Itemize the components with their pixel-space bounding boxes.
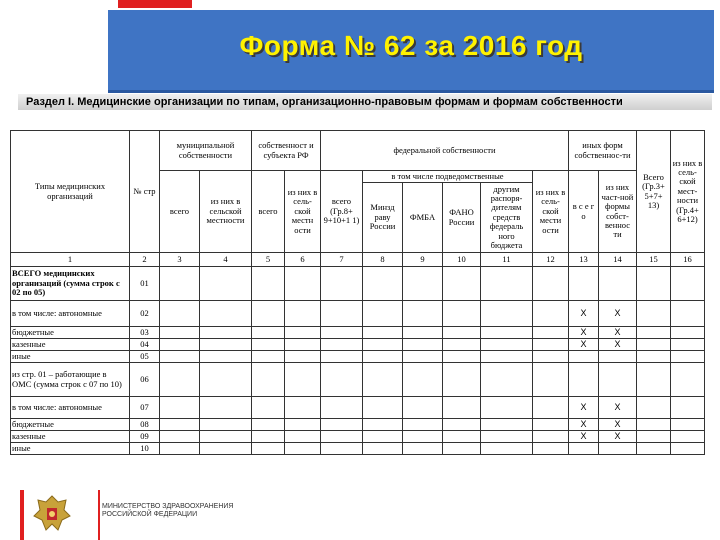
row-label: в том числе: автономные <box>11 301 130 327</box>
column-number: 15 <box>637 253 671 267</box>
data-cell[interactable] <box>252 327 285 339</box>
header-federal-subordinate: в том числе подведомственные <box>363 171 533 183</box>
data-cell[interactable] <box>403 339 443 351</box>
table-row <box>11 443 705 455</box>
data-cell[interactable] <box>481 339 533 351</box>
header-federal-total: всего (Гр.8+ 9+10+1 1) <box>321 171 363 253</box>
data-cell[interactable] <box>252 443 285 455</box>
data-cell[interactable] <box>285 327 321 339</box>
data-cell[interactable] <box>363 363 403 397</box>
data-cell[interactable] <box>443 363 481 397</box>
data-cell[interactable] <box>403 431 443 443</box>
data-cell[interactable] <box>160 431 200 443</box>
data-cell[interactable] <box>599 443 637 455</box>
data-cell[interactable] <box>671 431 705 443</box>
data-cell[interactable] <box>671 363 705 397</box>
data-cell[interactable] <box>671 339 705 351</box>
header-municipal-total: всего <box>160 171 200 253</box>
data-cell[interactable] <box>160 301 200 327</box>
column-number: 4 <box>200 253 252 267</box>
row-label: казенные <box>11 431 130 443</box>
header-federal-rural: из них в сель-ской мести ости <box>533 171 569 253</box>
data-cell[interactable] <box>252 339 285 351</box>
data-cell[interactable] <box>321 419 363 431</box>
table-row <box>11 431 705 443</box>
data-cell[interactable] <box>363 397 403 419</box>
data-cell[interactable]: X <box>599 397 637 419</box>
table-row <box>11 301 705 327</box>
ministry-emblem-icon <box>28 490 76 538</box>
column-number: 14 <box>599 253 637 267</box>
form-table <box>10 130 705 455</box>
data-cell[interactable] <box>252 301 285 327</box>
row-label: бюджетные <box>11 327 130 339</box>
data-cell[interactable] <box>443 397 481 419</box>
footer-divider <box>98 490 100 540</box>
data-cell[interactable] <box>285 351 321 363</box>
data-cell[interactable] <box>321 351 363 363</box>
data-cell[interactable] <box>569 443 599 455</box>
slide-title: Форма № 62 за 2016 год <box>239 30 583 61</box>
data-cell[interactable]: X <box>599 301 637 327</box>
data-cell[interactable] <box>363 339 403 351</box>
data-cell[interactable] <box>637 301 671 327</box>
column-number: 11 <box>481 253 533 267</box>
section-heading: Раздел I. Медицинские организации по типам, организационно-правовым формам и формам собственности <box>18 94 712 110</box>
data-cell[interactable] <box>321 339 363 351</box>
column-number: 1 <box>11 253 130 267</box>
column-number: 2 <box>130 253 160 267</box>
header-other-forms: иных форм собственнос-ти <box>569 131 637 171</box>
data-cell[interactable] <box>160 327 200 339</box>
row-label: казенные <box>11 339 130 351</box>
header-subject: собственност и субъекта РФ <box>252 131 321 171</box>
data-cell[interactable] <box>321 397 363 419</box>
row-label: в том числе: автономные <box>11 397 130 419</box>
data-cell[interactable] <box>481 419 533 431</box>
header-subject-total: всего <box>252 171 285 253</box>
form-rows <box>11 267 705 455</box>
data-cell[interactable] <box>443 419 481 431</box>
data-cell[interactable]: X <box>599 339 637 351</box>
data-cell[interactable] <box>200 443 252 455</box>
data-cell[interactable] <box>637 419 671 431</box>
data-cell[interactable] <box>637 351 671 363</box>
data-cell[interactable] <box>533 443 569 455</box>
data-cell[interactable] <box>321 301 363 327</box>
data-cell[interactable] <box>533 339 569 351</box>
data-cell[interactable] <box>443 351 481 363</box>
data-cell[interactable] <box>599 351 637 363</box>
column-number: 13 <box>569 253 599 267</box>
data-cell[interactable] <box>160 339 200 351</box>
data-cell[interactable]: X <box>599 419 637 431</box>
column-numbers-row <box>11 253 705 267</box>
data-cell[interactable] <box>321 327 363 339</box>
data-cell[interactable] <box>252 363 285 397</box>
data-cell[interactable] <box>403 419 443 431</box>
data-cell[interactable] <box>637 267 671 301</box>
row-number: 08 <box>130 419 160 431</box>
table-row <box>11 267 705 301</box>
header-other-managers: другим распоря-дителям средств федераль ного бюджета <box>481 183 533 253</box>
data-cell[interactable] <box>321 443 363 455</box>
data-cell[interactable] <box>671 419 705 431</box>
data-cell[interactable] <box>285 431 321 443</box>
data-cell[interactable] <box>443 301 481 327</box>
data-cell[interactable] <box>481 301 533 327</box>
data-cell[interactable] <box>200 397 252 419</box>
data-cell[interactable] <box>599 363 637 397</box>
data-cell[interactable] <box>637 363 671 397</box>
data-cell[interactable] <box>200 327 252 339</box>
data-cell[interactable] <box>200 419 252 431</box>
data-cell[interactable] <box>533 301 569 327</box>
table-row <box>11 339 705 351</box>
row-label: ВСЕГО медицинских организаций (сумма строк с 02 по 05) <box>11 267 130 301</box>
data-cell[interactable] <box>160 443 200 455</box>
data-cell[interactable] <box>200 267 252 301</box>
data-cell[interactable] <box>443 267 481 301</box>
data-cell[interactable] <box>200 301 252 327</box>
row-number: 06 <box>130 363 160 397</box>
data-cell[interactable] <box>363 351 403 363</box>
data-cell[interactable] <box>403 363 443 397</box>
data-cell[interactable] <box>481 397 533 419</box>
data-cell[interactable] <box>285 443 321 455</box>
data-cell[interactable] <box>481 363 533 397</box>
data-cell[interactable] <box>252 351 285 363</box>
data-cell[interactable] <box>285 301 321 327</box>
column-number: 6 <box>285 253 321 267</box>
column-number: 7 <box>321 253 363 267</box>
data-cell[interactable] <box>533 397 569 419</box>
data-cell[interactable] <box>671 327 705 339</box>
row-number: 09 <box>130 431 160 443</box>
data-cell[interactable] <box>363 431 403 443</box>
row-label: иные <box>11 443 130 455</box>
data-cell[interactable] <box>285 267 321 301</box>
data-cell[interactable]: X <box>569 397 599 419</box>
data-cell[interactable]: X <box>599 327 637 339</box>
row-label: из стр. 01 – работающие в ОМС (сумма строк с 07 по 10) <box>11 363 130 397</box>
row-number: 05 <box>130 351 160 363</box>
data-cell[interactable] <box>443 431 481 443</box>
column-number: 9 <box>403 253 443 267</box>
data-cell[interactable] <box>200 351 252 363</box>
data-cell[interactable] <box>252 419 285 431</box>
data-cell[interactable] <box>285 419 321 431</box>
data-cell[interactable]: X <box>569 327 599 339</box>
data-cell[interactable] <box>671 397 705 419</box>
data-cell[interactable]: X <box>569 339 599 351</box>
header-federal: федеральной собственности <box>321 131 569 171</box>
data-cell[interactable] <box>200 363 252 397</box>
header-other-private: из них част-ной формы собст-веннос ти <box>599 171 637 253</box>
data-cell[interactable] <box>671 351 705 363</box>
data-cell[interactable] <box>200 339 252 351</box>
data-cell[interactable] <box>637 339 671 351</box>
data-cell[interactable] <box>363 267 403 301</box>
header-subject-rural: из них в сель-ской местн ости <box>285 171 321 253</box>
header-municipal-rural: из них в сельской местности <box>200 171 252 253</box>
row-label: бюджетные <box>11 419 130 431</box>
data-cell[interactable]: X <box>569 301 599 327</box>
data-cell[interactable] <box>569 351 599 363</box>
data-cell[interactable] <box>533 267 569 301</box>
column-number: 5 <box>252 253 285 267</box>
data-cell[interactable] <box>252 267 285 301</box>
row-number: 07 <box>130 397 160 419</box>
data-cell[interactable] <box>363 301 403 327</box>
row-number: 02 <box>130 301 160 327</box>
top-accent-bar <box>118 0 192 8</box>
data-cell[interactable] <box>599 267 637 301</box>
table-row <box>11 397 705 419</box>
row-number: 03 <box>130 327 160 339</box>
data-cell[interactable] <box>569 267 599 301</box>
row-label: иные <box>11 351 130 363</box>
data-cell[interactable] <box>321 267 363 301</box>
data-cell[interactable] <box>160 267 200 301</box>
header-municipal: муниципальной собственности <box>160 131 252 171</box>
header-fano: ФАНО России <box>443 183 481 253</box>
data-cell[interactable] <box>160 351 200 363</box>
data-cell[interactable] <box>363 327 403 339</box>
table-row <box>11 351 705 363</box>
header-grand-rural: из них в сель-ской мест-ности (Гр.4+ 6+12) <box>671 131 705 253</box>
data-cell[interactable] <box>321 363 363 397</box>
column-number: 16 <box>671 253 705 267</box>
data-cell[interactable] <box>403 351 443 363</box>
data-cell[interactable] <box>443 327 481 339</box>
data-cell[interactable] <box>160 397 200 419</box>
column-number: 3 <box>160 253 200 267</box>
data-cell[interactable]: X <box>569 431 599 443</box>
data-cell[interactable] <box>671 301 705 327</box>
data-cell[interactable] <box>443 443 481 455</box>
header-minzdrav: Минзд раву России <box>363 183 403 253</box>
data-cell[interactable] <box>637 443 671 455</box>
data-cell[interactable] <box>481 443 533 455</box>
data-cell[interactable] <box>569 363 599 397</box>
data-cell[interactable] <box>200 431 252 443</box>
data-cell[interactable] <box>637 431 671 443</box>
header-row-no: № стр <box>130 131 160 253</box>
data-cell[interactable] <box>403 443 443 455</box>
data-cell[interactable] <box>481 327 533 339</box>
data-cell[interactable] <box>252 431 285 443</box>
table-row <box>11 363 705 397</box>
data-cell[interactable] <box>533 431 569 443</box>
data-cell[interactable] <box>533 327 569 339</box>
data-cell[interactable] <box>533 363 569 397</box>
data-cell[interactable] <box>403 397 443 419</box>
header-other-total: в с е г о <box>569 171 599 253</box>
ministry-line-1: МИНИСТЕРСТВО ЗДРАВООХРАНЕНИЯ <box>102 503 234 510</box>
data-cell[interactable] <box>671 267 705 301</box>
data-cell[interactable] <box>285 363 321 397</box>
data-cell[interactable] <box>403 327 443 339</box>
data-cell[interactable] <box>363 443 403 455</box>
data-cell[interactable] <box>285 339 321 351</box>
data-cell[interactable] <box>481 267 533 301</box>
data-cell[interactable]: X <box>569 419 599 431</box>
data-cell[interactable] <box>403 267 443 301</box>
data-cell[interactable]: X <box>599 431 637 443</box>
footer-accent-bar <box>20 490 24 540</box>
data-cell[interactable] <box>363 419 403 431</box>
row-number: 01 <box>130 267 160 301</box>
data-cell[interactable] <box>252 397 285 419</box>
data-cell[interactable] <box>481 431 533 443</box>
header-types: Типы медицинских организаций <box>11 131 130 253</box>
ministry-caption <box>102 503 234 520</box>
ministry-line-2: РОССИЙСКОЙ ФЕДЕРАЦИИ <box>102 511 198 519</box>
header-grand-total: Всего (Гр.3+ 5+7+ 13) <box>637 131 671 253</box>
header-fmba: ФМБА <box>403 183 443 253</box>
column-number: 10 <box>443 253 481 267</box>
title-band <box>108 10 714 93</box>
data-cell[interactable] <box>160 419 200 431</box>
table-row <box>11 327 705 339</box>
column-number: 8 <box>363 253 403 267</box>
data-cell[interactable] <box>285 397 321 419</box>
table-row <box>11 419 705 431</box>
row-number: 10 <box>130 443 160 455</box>
data-cell[interactable] <box>443 339 481 351</box>
column-number: 12 <box>533 253 569 267</box>
data-cell[interactable] <box>533 351 569 363</box>
data-cell[interactable] <box>637 397 671 419</box>
data-cell[interactable] <box>321 431 363 443</box>
data-cell[interactable] <box>637 327 671 339</box>
data-cell[interactable] <box>671 443 705 455</box>
data-cell[interactable] <box>160 363 200 397</box>
row-number: 04 <box>130 339 160 351</box>
data-cell[interactable] <box>533 419 569 431</box>
data-cell[interactable] <box>403 301 443 327</box>
data-cell[interactable] <box>481 351 533 363</box>
